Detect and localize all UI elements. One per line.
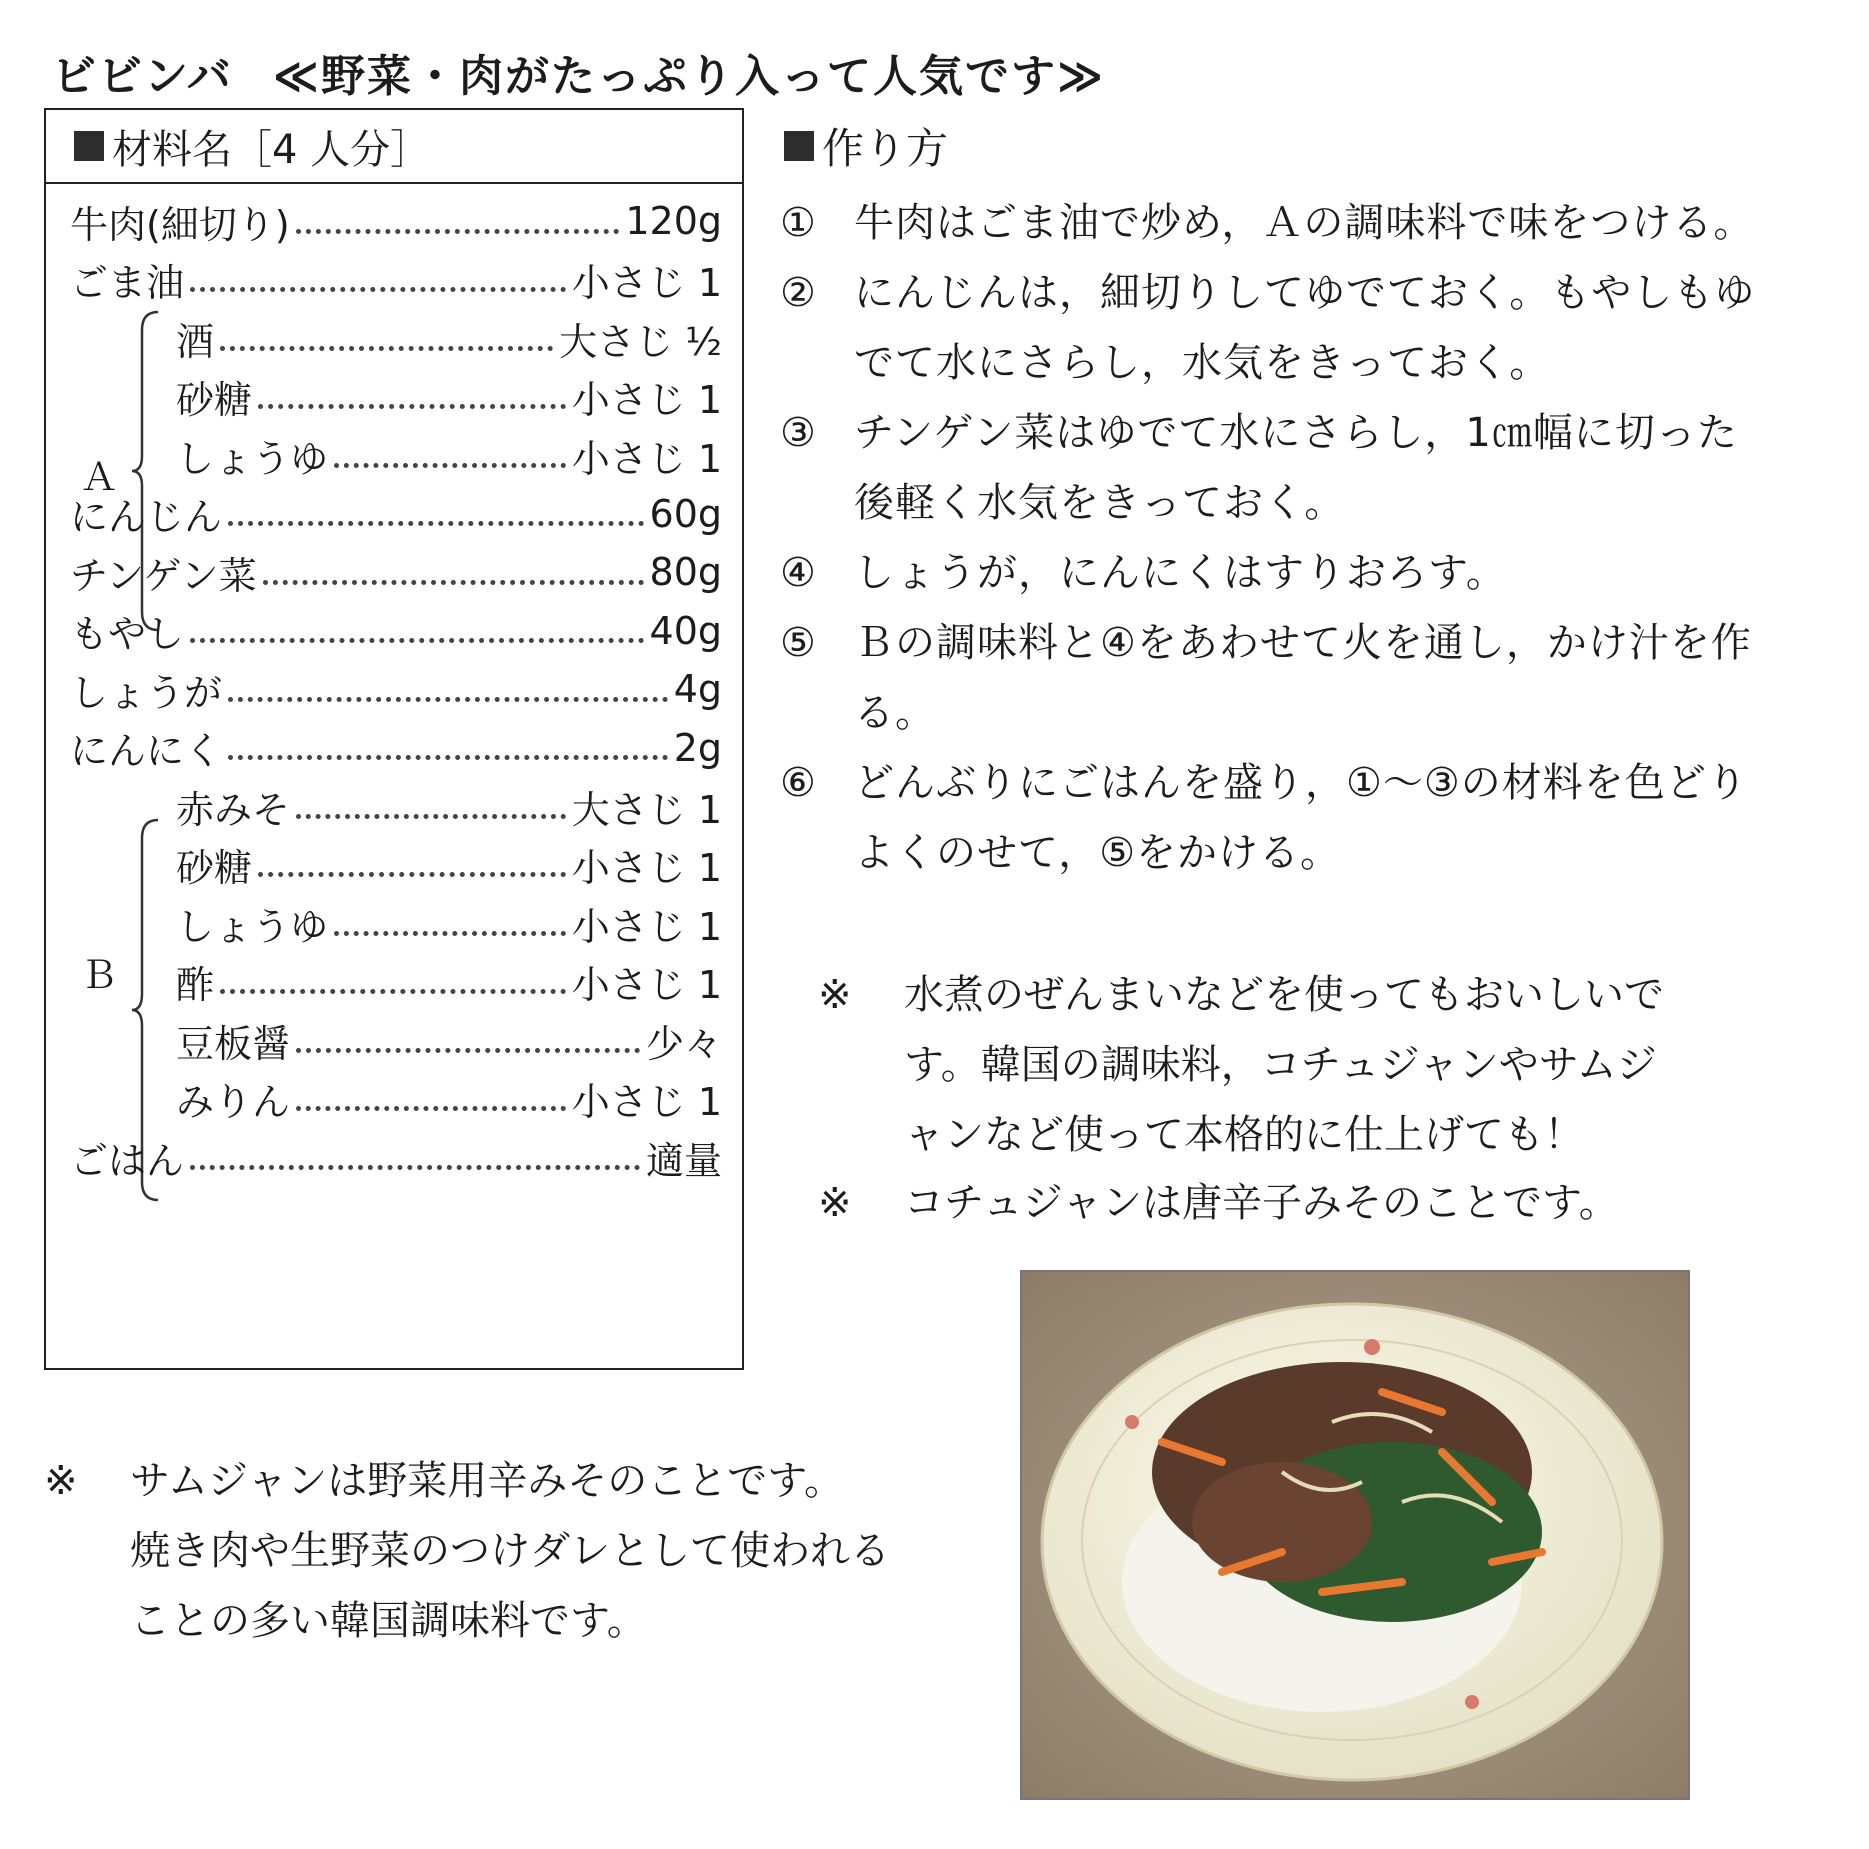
dot-leader bbox=[190, 1165, 640, 1170]
note-line: ャンなど使って本格的に仕上げても！ bbox=[904, 1112, 1584, 1158]
step-text bbox=[854, 608, 1830, 748]
ingredient-amount: 小さじ 1 bbox=[571, 1080, 722, 1125]
dot-leader bbox=[190, 638, 644, 643]
ingredient-amount: 小さじ 1 bbox=[571, 261, 722, 306]
step-line: チンゲン菜はゆでて水にさらし，1㎝幅に切った bbox=[854, 410, 1738, 456]
note-mark: ※ bbox=[818, 972, 852, 1018]
note-line: す。韓国の調味料，コチュジャンやサムジ bbox=[904, 1042, 1657, 1088]
ingredient-amount: 2g bbox=[673, 725, 722, 770]
ingredient-amount: 小さじ 1 bbox=[571, 436, 722, 481]
note-right-2 bbox=[818, 1168, 1778, 1238]
ingredient-row bbox=[176, 953, 722, 1012]
ingredient-amount: 小さじ 1 bbox=[571, 378, 722, 423]
note-line: 焼き肉や生野菜のつけダレとして使われる bbox=[130, 1528, 890, 1574]
dot-leader bbox=[190, 287, 566, 292]
note-mark: ※ bbox=[44, 1458, 78, 1504]
ingredient-row bbox=[176, 894, 722, 953]
ingredient-amount: 少々 bbox=[645, 1021, 722, 1066]
ingredient-name: にんにく bbox=[70, 729, 223, 774]
ingredient-name: 酒 bbox=[176, 319, 215, 364]
ingredient-row bbox=[176, 836, 722, 895]
dot-leader bbox=[263, 580, 644, 585]
ingredient-name: もやし bbox=[70, 612, 185, 657]
ingredient-name: しょうゆ bbox=[176, 436, 329, 481]
dot-leader bbox=[258, 404, 566, 409]
recipe-name: ビビンバ bbox=[52, 51, 233, 102]
ingredient-name: 豆板醤 bbox=[176, 1021, 291, 1066]
note-line: サムジャンは野菜用辛みそのことです。 bbox=[130, 1458, 844, 1504]
note-left bbox=[44, 1446, 1004, 1656]
method-step bbox=[780, 748, 1830, 888]
note-mark: ※ bbox=[818, 1180, 852, 1226]
ingredient-row bbox=[70, 719, 722, 778]
dot-leader bbox=[296, 1106, 566, 1111]
ingredient-row bbox=[70, 251, 722, 310]
ingredient-name: 砂糖 bbox=[176, 846, 253, 891]
dot-leader bbox=[334, 463, 566, 468]
step-number: ⑤ bbox=[780, 620, 816, 666]
ingredient-amount: 大さじ 1 bbox=[571, 787, 722, 832]
square-bullet-icon bbox=[74, 131, 104, 161]
step-number: ⑥ bbox=[780, 760, 816, 806]
recipe-subtitle: ≪野菜・肉がたっぷり入って人気です≫ bbox=[272, 51, 1106, 102]
step-number: ③ bbox=[780, 410, 816, 456]
ingredient-row bbox=[176, 777, 722, 836]
ingredient-row bbox=[70, 543, 722, 602]
dot-leader bbox=[296, 1048, 640, 1053]
ingredient-amount: 4g bbox=[673, 667, 722, 712]
method-step bbox=[780, 608, 1830, 748]
note-line: コチュジャンは唐辛子みそのことです。 bbox=[904, 1180, 1619, 1226]
ingredient-row bbox=[70, 1128, 722, 1187]
ingredients-table bbox=[44, 108, 744, 1370]
ingredient-name: にんじん bbox=[70, 495, 223, 540]
ingredient-row bbox=[70, 602, 722, 661]
dot-leader bbox=[228, 521, 644, 526]
step-number: ① bbox=[780, 200, 816, 246]
step-number: ② bbox=[780, 270, 816, 316]
ingredient-name: しょうゆ bbox=[176, 904, 329, 949]
ingredient-amount: 40g bbox=[649, 608, 722, 653]
ingredient-name: 牛肉(細切り) bbox=[70, 202, 290, 247]
ingredient-name: 赤みそ bbox=[176, 787, 291, 832]
method-step bbox=[780, 258, 1830, 398]
step-line: 後軽く水気をきっておく。 bbox=[854, 480, 1346, 526]
step-line: しょうが，にんにくはすりおろす。 bbox=[854, 550, 1507, 596]
step-line: にんじんは，細切りしてゆでておく。もやしもゆ bbox=[854, 270, 1756, 316]
dot-leader bbox=[220, 989, 566, 994]
method-step bbox=[780, 188, 1830, 258]
ingredient-row bbox=[176, 309, 722, 368]
ingredient-row bbox=[176, 1070, 722, 1129]
step-number: ④ bbox=[780, 550, 816, 596]
dot-leader bbox=[228, 755, 668, 760]
ingredient-amount: 120g bbox=[625, 199, 722, 244]
dot-leader bbox=[296, 229, 620, 234]
ingredient-name: ごはん bbox=[70, 1138, 185, 1183]
ingredient-name: しょうが bbox=[70, 670, 223, 715]
group-b-label: Ｂ bbox=[80, 953, 119, 997]
ingredient-name: ごま油 bbox=[70, 261, 185, 306]
note-line: 水煮のぜんまいなどを使ってもおいしいで bbox=[904, 972, 1664, 1018]
method-header-label: 作り方 bbox=[822, 124, 949, 173]
ingredient-amount: 80g bbox=[649, 550, 722, 595]
ingredient-row bbox=[70, 192, 722, 251]
group-a-label: Ａ bbox=[80, 455, 119, 499]
step-text bbox=[854, 258, 1830, 398]
dot-leader bbox=[334, 931, 566, 936]
method-step bbox=[780, 398, 1830, 538]
ingredient-name: 砂糖 bbox=[176, 378, 253, 423]
step-line: る。 bbox=[854, 690, 936, 736]
ingredient-row bbox=[176, 368, 722, 427]
method-step bbox=[780, 538, 1830, 608]
step-text bbox=[854, 748, 1830, 888]
method-header bbox=[784, 116, 948, 176]
step-line: よくのせて，⑤をかける。 bbox=[854, 830, 1342, 876]
square-bullet-icon bbox=[784, 131, 814, 161]
dot-leader bbox=[296, 814, 566, 819]
step-text bbox=[854, 538, 1830, 608]
bibimbap-photo bbox=[1020, 1270, 1690, 1800]
ingredient-amount: 60g bbox=[649, 491, 722, 536]
ingredient-amount: 小さじ 1 bbox=[571, 963, 722, 1008]
ingredient-name: チンゲン菜 bbox=[70, 553, 257, 598]
step-text bbox=[854, 188, 1830, 258]
ingredient-row bbox=[176, 426, 722, 485]
recipe-title bbox=[52, 40, 1105, 104]
ingredient-row bbox=[176, 1011, 722, 1070]
ingredient-name: みりん bbox=[176, 1080, 291, 1125]
ingredients-header bbox=[46, 110, 742, 184]
step-text bbox=[854, 398, 1830, 538]
note-line: ことの多い韓国調味料です。 bbox=[130, 1598, 647, 1644]
ingredients-header-label: 材料名［4 人分］ bbox=[112, 126, 431, 173]
ingredient-amount: 大さじ ½ bbox=[559, 319, 722, 364]
step-line: でて水にさらし，水気をきっておく。 bbox=[854, 340, 1551, 386]
ingredient-name: 酢 bbox=[176, 963, 215, 1008]
ingredient-amount: 適量 bbox=[645, 1138, 722, 1183]
dot-leader bbox=[258, 872, 566, 877]
ingredient-row bbox=[70, 660, 722, 719]
ingredient-row bbox=[70, 485, 722, 544]
step-line: 牛肉はごま油で炒め，Ａの調味料で味をつける。 bbox=[854, 200, 1755, 246]
dot-leader bbox=[220, 346, 553, 351]
ingredient-amount: 小さじ 1 bbox=[571, 904, 722, 949]
step-line: どんぶりにごはんを盛り，①～③の材料を色どり bbox=[854, 760, 1748, 806]
step-line: Ｂの調味料と④をあわせて火を通し，かけ汁を作 bbox=[854, 620, 1752, 666]
note-right-1 bbox=[818, 960, 1778, 1170]
dot-leader bbox=[228, 697, 668, 702]
ingredient-amount: 小さじ 1 bbox=[571, 846, 722, 891]
